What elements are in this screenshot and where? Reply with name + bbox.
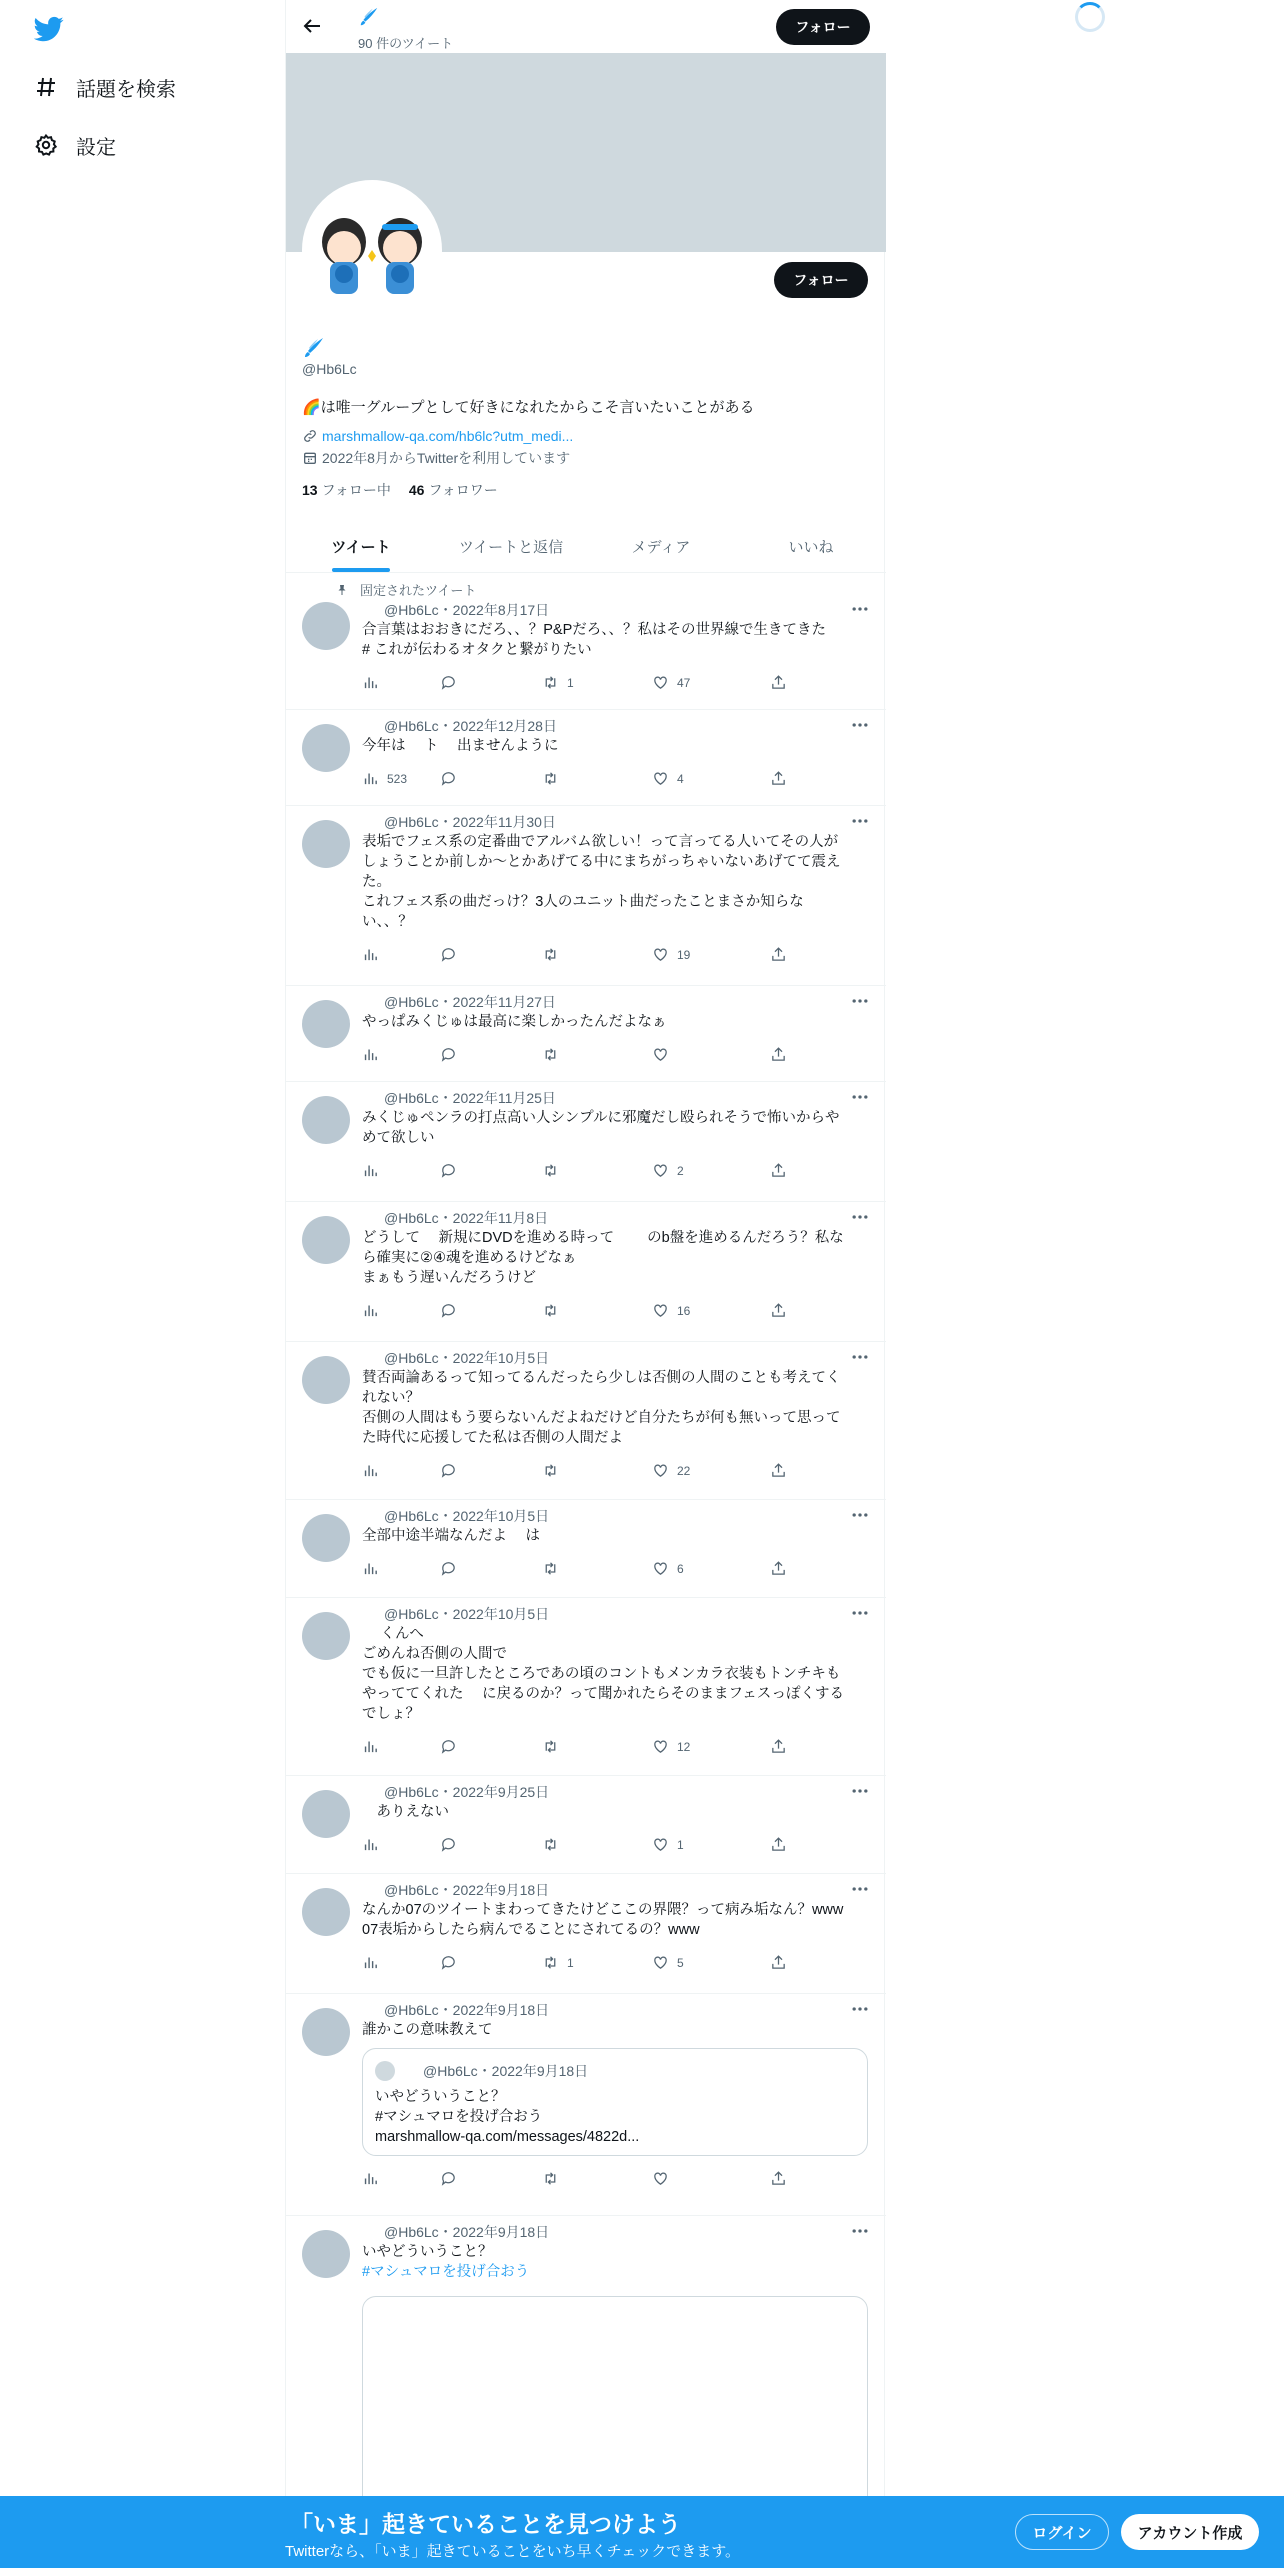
like-button[interactable] [652, 1046, 677, 1063]
more-icon[interactable] [850, 1999, 870, 2019]
retweet-button[interactable] [542, 946, 567, 963]
quoted-tweet-text [375, 2087, 639, 2147]
reply-button[interactable] [440, 1046, 465, 1063]
signup-banner-subtitle: Twitterなら、「いま」起きていることをいち早くチェックできます。 [285, 2543, 741, 2560]
tweet-actions [362, 674, 842, 694]
tweet-line: い、、？ [362, 914, 413, 930]
retweet-icon [542, 770, 559, 787]
tweet-actions [362, 1162, 842, 1182]
quoted-tweet-line: #マシュマロを投げ合おう [375, 2109, 543, 2125]
like-button[interactable] [652, 2170, 677, 2187]
like-button[interactable] [652, 1560, 684, 1577]
views-button[interactable] [362, 2170, 387, 2187]
share-button[interactable] [770, 770, 795, 787]
retweet-icon [542, 1302, 559, 1319]
tweet-line: ありえない [362, 1804, 449, 1820]
tweet-line: みくじゅペンラの打点高い人シンプルに邪魔だし殴られそうで怖いからや [362, 1110, 840, 1126]
like-count: 47 [677, 675, 691, 690]
tweet-line: これフェス系の曲だっけ？3人のユニット曲だったことまさか知らな [362, 894, 804, 910]
tweet-avatar[interactable] [302, 1888, 350, 1936]
tweet[interactable] [286, 1342, 886, 1500]
more-icon[interactable] [850, 1347, 870, 1367]
tweet-line: 今年は ト 出ませんように [362, 738, 559, 754]
views-button[interactable] [362, 946, 387, 963]
more-icon[interactable] [850, 1087, 870, 1107]
tweet-text [362, 1624, 872, 1724]
profile-joined-row [302, 448, 570, 468]
tweet-meta: @Hb6Lc・2022年9月25日 [384, 1784, 550, 1800]
like-button[interactable] [652, 674, 690, 691]
more-icon[interactable] [850, 811, 870, 831]
profile-column [285, 0, 885, 2568]
tweet-line: めて欲しい [362, 1130, 435, 1146]
like-button[interactable] [652, 770, 684, 787]
tweet-meta: @Hb6Lc・2022年8月17日 [384, 602, 550, 618]
share-button[interactable] [770, 2170, 795, 2187]
profile-header [286, 0, 886, 53]
loading-spinner-icon [1075, 2, 1105, 32]
tweet-meta: @Hb6Lc・2022年11月8日 [384, 1210, 549, 1226]
views-count: 523 [387, 771, 408, 786]
tweet[interactable] [286, 1874, 886, 1994]
tweet-avatar[interactable] [302, 820, 350, 868]
tweet-line: た。 [362, 874, 391, 890]
retweet-button[interactable] [542, 674, 574, 691]
share-icon [770, 674, 787, 691]
tweet-avatar[interactable] [302, 2230, 350, 2278]
following-link[interactable]: 13 フォロー中 [302, 482, 391, 498]
like-button[interactable] [652, 1738, 690, 1755]
profile-bio: 🌈は唯一グループとして好きになれたからこそ言いたいことがある [302, 399, 755, 416]
tweet-meta: @Hb6Lc・2022年10月5日 [384, 1350, 550, 1366]
tweet-actions [362, 2170, 842, 2190]
tweet-actions [362, 1046, 842, 1066]
share-button[interactable] [770, 1462, 795, 1479]
reply-button[interactable] [440, 1162, 465, 1179]
like-count: 12 [677, 1739, 691, 1754]
tweet[interactable] [286, 1994, 886, 2216]
reply-button[interactable] [440, 946, 465, 963]
tweet[interactable] [286, 1776, 886, 1874]
reply-button[interactable] [440, 1738, 465, 1755]
tweet-avatar[interactable] [302, 2008, 350, 2056]
tweet-meta: @Hb6Lc・2022年10月5日 [384, 1606, 550, 1622]
tweet-text [362, 1526, 872, 1546]
like-button[interactable] [652, 946, 690, 963]
tweet-text [362, 1012, 872, 1032]
tweet-meta: @Hb6Lc・2022年11月30日 [384, 814, 556, 830]
retweet-button[interactable] [542, 1046, 567, 1063]
share-icon [770, 1954, 787, 1971]
tweet-actions [362, 946, 842, 966]
retweet-button[interactable] [542, 1954, 574, 1971]
retweet-icon [542, 1954, 559, 1971]
tweet[interactable] [286, 1202, 886, 1342]
tab-tweets-replies[interactable]: ツイートと返信 [458, 538, 564, 556]
views-icon [362, 1162, 379, 1179]
tweet-actions [362, 1560, 842, 1580]
profile-link[interactable]: marshmallow-qa.com/hb6lc?utm_medi... [322, 428, 574, 444]
like-icon [652, 1560, 669, 1577]
views-icon [362, 1462, 379, 1479]
quoted-tweet[interactable] [362, 2048, 868, 2156]
share-button[interactable] [770, 946, 795, 963]
profile-handle: @Hb6Lc [302, 361, 357, 377]
retweet-button[interactable] [542, 1836, 567, 1853]
like-button[interactable] [652, 1836, 684, 1853]
tweet-avatar[interactable] [302, 724, 350, 772]
quoted-tweet-avatar [375, 2061, 395, 2081]
quoted-tweet-meta [375, 2061, 588, 2081]
tweet-meta: @Hb6Lc・2022年9月18日 [384, 2002, 550, 2018]
more-icon[interactable] [850, 2221, 870, 2241]
like-icon [652, 2170, 669, 2187]
tweet-line: 賛否両論あるって知ってるんだったら少しは否側の人間のことも考えてく [362, 1370, 841, 1386]
retweet-icon [542, 1836, 559, 1853]
tweet-line: なんか07のツイートまわってきたけどここの界隈？って病み垢なん？www [362, 1902, 844, 1918]
gear-icon [34, 133, 58, 157]
views-icon [362, 1836, 379, 1853]
comet-icon [302, 336, 326, 360]
tweet-line: いやどういうこと？ [362, 2244, 493, 2260]
like-count: 5 [677, 1955, 684, 1970]
avatar[interactable] [302, 180, 442, 320]
like-icon [652, 770, 669, 787]
tweet-line: 07表垢からしたら病んでることにされてるの？www [362, 1922, 700, 1938]
retweet-button[interactable] [542, 1738, 567, 1755]
profile-tabs [286, 520, 886, 573]
share-button[interactable] [770, 1738, 795, 1755]
retweet-button[interactable] [542, 770, 567, 787]
like-count: 6 [677, 1561, 684, 1576]
tweet-actions [362, 1302, 842, 1322]
tweet-count: 90 件のツイート [358, 36, 454, 51]
login-button[interactable]: ログイン [1015, 2514, 1109, 2550]
tab-likes[interactable]: いいね [788, 538, 834, 556]
profile-stats [302, 480, 498, 500]
like-icon [652, 946, 669, 963]
retweet-icon [542, 1738, 559, 1755]
views-icon [362, 1954, 379, 1971]
tweet-line: やっぱみくじゅは最高に楽しかったんだよなぁ [362, 1014, 667, 1030]
tab-tweets[interactable]: ツイート [286, 520, 436, 572]
more-icon[interactable] [850, 599, 870, 619]
tweet-line: どうして 新規にDVDを進める時って のb盤を進めるんだろう？私な [362, 1230, 844, 1246]
views-icon [362, 674, 379, 691]
tweet-meta: @Hb6Lc・2022年12月28日 [384, 718, 557, 734]
more-icon[interactable] [850, 1781, 870, 1801]
tweet-actions [362, 1954, 842, 1974]
profile-link-row [302, 428, 573, 444]
tweet-line: ら確実に②④魂を進めるけどなぁ [362, 1250, 577, 1266]
reply-button[interactable] [440, 1560, 465, 1577]
tweet[interactable] [286, 986, 886, 1082]
share-button[interactable] [770, 1162, 795, 1179]
like-icon [652, 1046, 669, 1063]
share-button[interactable] [770, 1836, 795, 1853]
tweet-line: れない？ [362, 1390, 420, 1406]
tweet-avatar[interactable] [302, 1096, 350, 1144]
like-button[interactable] [652, 1954, 684, 1971]
like-icon [652, 1836, 669, 1853]
tweet-line: やっててくれた に戻るのか？って聞かれたらそのままフェスっぽくする [362, 1686, 844, 1702]
share-icon [770, 946, 787, 963]
more-icon[interactable] [850, 1505, 870, 1525]
views-button[interactable] [362, 1560, 387, 1577]
reply-button[interactable] [440, 674, 465, 691]
retweet-count: 1 [567, 675, 574, 690]
pin-icon [336, 584, 348, 596]
tweet-meta: @Hb6Lc・2022年9月18日 [384, 1882, 550, 1898]
link-icon [302, 428, 318, 444]
tweet-actions [362, 1836, 842, 1856]
like-count: 4 [677, 771, 684, 786]
tweet[interactable] [286, 1500, 886, 1598]
back-arrow-icon[interactable] [300, 14, 324, 38]
tweet-line: # これが伝わるオタクと繋がりたい [362, 642, 592, 658]
share-icon [770, 770, 787, 787]
retweet-icon [542, 1560, 559, 1577]
tab-media[interactable]: メディア [631, 538, 691, 556]
reply-icon [440, 1954, 457, 1971]
twitter-logo-icon[interactable] [34, 14, 64, 44]
comet-icon [358, 6, 380, 28]
like-count: 19 [677, 947, 691, 962]
retweet-icon [542, 1046, 559, 1063]
reply-icon [440, 946, 457, 963]
tweet-actions [362, 1738, 842, 1758]
views-icon [362, 1560, 379, 1577]
share-button[interactable] [770, 1046, 795, 1063]
quoted-tweet-line: marshmallow-qa.com/messages/4822d... [375, 2129, 640, 2145]
tweet-text [362, 736, 872, 756]
reply-icon [440, 1162, 457, 1179]
sidebar [0, 0, 285, 2568]
tweet-line: でしょ？ [362, 1706, 420, 1722]
follow-button-header[interactable]: フォロー [776, 9, 870, 45]
tweet[interactable] [286, 574, 886, 710]
tweet-line: 誰かこの意味教えて [362, 2022, 493, 2038]
views-icon [362, 1738, 379, 1755]
reply-button[interactable] [440, 1954, 465, 1971]
share-icon [770, 1162, 787, 1179]
tweet-line: た時代に応援してた私は否側の人間だよ [362, 1430, 623, 1446]
retweet-button[interactable] [542, 2170, 567, 2187]
tweet-avatar[interactable] [302, 1790, 350, 1838]
signup-banner-title: 「いま」起きていることを見つけよう [290, 2511, 681, 2537]
tweet-line: 表垢でフェス系の定番曲でアルバム欲しい！って言ってる人いてその人が [362, 834, 839, 850]
like-count: 22 [677, 1463, 691, 1478]
tweet-avatar[interactable] [302, 1356, 350, 1404]
share-icon [770, 1302, 787, 1319]
tweet[interactable] [286, 710, 886, 806]
tweet-text [362, 1802, 872, 1822]
reply-icon [440, 1302, 457, 1319]
tweet-meta: @Hb6Lc・2022年11月27日 [384, 994, 556, 1010]
like-icon [652, 1954, 669, 1971]
reply-icon [440, 2170, 457, 2187]
tweet-line: 否側の人間はもう要らないんだよねだけど自分たちが何も無いって思って [362, 1410, 841, 1426]
tweet-text [362, 1228, 872, 1288]
share-icon [770, 1462, 787, 1479]
views-button[interactable] [362, 1954, 387, 1971]
views-button[interactable] [362, 1046, 387, 1063]
tweet-line: まぁもう遅いんだろうけど [362, 1270, 536, 1286]
share-button[interactable] [770, 1302, 795, 1319]
retweet-icon [542, 674, 559, 691]
like-count: 16 [677, 1303, 691, 1318]
reply-icon [440, 1836, 457, 1853]
like-icon [652, 1302, 669, 1319]
like-button[interactable] [652, 1302, 690, 1319]
hashtag-link[interactable]: #マシュマロを投げ合おう [362, 2264, 530, 2280]
like-button[interactable] [652, 1162, 684, 1179]
pinned-indicator [336, 580, 476, 599]
tweet-actions [362, 770, 842, 790]
more-icon[interactable] [850, 1603, 870, 1623]
tweet-meta: @Hb6Lc・2022年10月5日 [384, 1508, 550, 1524]
tweet-avatar[interactable] [302, 602, 350, 650]
tweet-meta: @Hb6Lc・2022年11月25日 [384, 1090, 556, 1106]
tweet-line: ごめんね否側の人間で [362, 1646, 507, 1662]
tweet-avatar[interactable] [302, 1514, 350, 1562]
profile-joined: 2022年8月からTwitterを利用しています [322, 450, 571, 466]
reply-button[interactable] [440, 2170, 465, 2187]
like-count: 2 [677, 1163, 684, 1178]
more-icon[interactable] [850, 991, 870, 1011]
hashtag-icon [34, 75, 58, 99]
more-icon[interactable] [850, 1879, 870, 1899]
like-icon [652, 1462, 669, 1479]
tweet-text [362, 2242, 872, 2282]
tweet-text [362, 832, 872, 932]
tweet[interactable] [286, 1082, 886, 1202]
share-icon [770, 1738, 787, 1755]
views-icon [362, 1302, 379, 1319]
sidebar-item-label: 設定 [76, 136, 116, 159]
signup-banner [0, 2496, 1284, 2568]
views-button[interactable] [362, 1738, 387, 1755]
tweet[interactable] [286, 806, 886, 986]
views-icon [362, 946, 379, 963]
reply-icon [440, 1560, 457, 1577]
reply-button[interactable] [440, 1836, 465, 1853]
tweet-avatar[interactable] [302, 1216, 350, 1264]
tweet-line: でも仮に一旦許したところであの頃のコントもメンカラ衣装もトンチキも [362, 1666, 841, 1682]
tweet-avatar[interactable] [302, 1000, 350, 1048]
share-icon [770, 1560, 787, 1577]
views-icon [362, 1046, 379, 1063]
followers-link[interactable]: 46 フォロワー [408, 482, 498, 498]
views-button[interactable] [362, 1162, 387, 1179]
reply-button[interactable] [440, 1302, 465, 1319]
retweet-icon [542, 1462, 559, 1479]
views-button[interactable] [362, 1836, 387, 1853]
share-icon [770, 2170, 787, 2187]
share-button[interactable] [770, 1560, 795, 1577]
tweet-meta: @Hb6Lc・2022年9月18日 [384, 2224, 550, 2240]
views-button[interactable] [362, 1462, 387, 1479]
tweet-actions [362, 1462, 842, 1482]
tweet-line: 全部中途半端なんだよ は [362, 1528, 541, 1544]
tweet-line: しょうことか前しか〜とかあげてる中にまちがっちゃいないあげてて震え [362, 854, 841, 870]
like-button[interactable] [652, 1462, 690, 1479]
tweet-line: くんへ [362, 1626, 424, 1642]
views-button[interactable] [362, 770, 407, 787]
retweet-button[interactable] [542, 1560, 567, 1577]
sidebar-item-label: 話題を検索 [76, 78, 176, 101]
share-icon [770, 1836, 787, 1853]
retweet-icon [542, 1162, 559, 1179]
tweet-text [362, 620, 872, 660]
reply-icon [440, 1046, 457, 1063]
sidebar-item-explore[interactable] [34, 72, 176, 102]
like-icon [652, 674, 669, 691]
signup-button[interactable]: アカウント作成 [1121, 2514, 1259, 2550]
retweet-button[interactable] [542, 1462, 567, 1479]
retweet-count: 1 [567, 1955, 574, 1970]
share-button[interactable] [770, 1954, 795, 1971]
tweet[interactable] [286, 2216, 886, 2506]
pinned-label: 固定されたツイート [360, 583, 477, 598]
tweet-text [362, 2020, 872, 2040]
follow-button[interactable]: フォロー [774, 262, 868, 298]
sidebar-item-settings[interactable] [34, 130, 116, 160]
reply-icon [440, 1738, 457, 1755]
retweet-button[interactable] [542, 1302, 567, 1319]
tweet-text [362, 1108, 872, 1148]
tweet-line: 合言葉はおおきにだろ、、？P&Pだろ、、？私はその世界線で生きてきた [362, 622, 827, 638]
link-card[interactable] [362, 2296, 868, 2516]
like-icon [652, 1738, 669, 1755]
tweet-text [362, 1900, 872, 1940]
like-count: 1 [677, 1837, 684, 1852]
tweet[interactable] [286, 1598, 886, 1776]
share-icon [770, 1046, 787, 1063]
quoted-tweet-author: @Hb6Lc・2022年9月18日 [423, 2063, 589, 2079]
more-icon[interactable] [850, 715, 870, 735]
reply-icon [440, 1462, 457, 1479]
retweet-button[interactable] [542, 1162, 567, 1179]
reply-button[interactable] [440, 1462, 465, 1479]
reply-icon [440, 674, 457, 691]
more-icon[interactable] [850, 1207, 870, 1227]
tweet-avatar[interactable] [302, 1612, 350, 1660]
retweet-icon [542, 2170, 559, 2187]
retweet-icon [542, 946, 559, 963]
share-button[interactable] [770, 674, 795, 691]
tweet-text [362, 1368, 872, 1448]
views-button[interactable] [362, 1302, 387, 1319]
reply-icon [440, 770, 457, 787]
views-icon [362, 2170, 379, 2187]
views-icon [362, 770, 379, 787]
calendar-icon [302, 450, 318, 466]
views-button[interactable] [362, 674, 387, 691]
reply-button[interactable] [440, 770, 465, 787]
quoted-tweet-line: いやどういうこと？ [375, 2089, 506, 2105]
like-icon [652, 1162, 669, 1179]
